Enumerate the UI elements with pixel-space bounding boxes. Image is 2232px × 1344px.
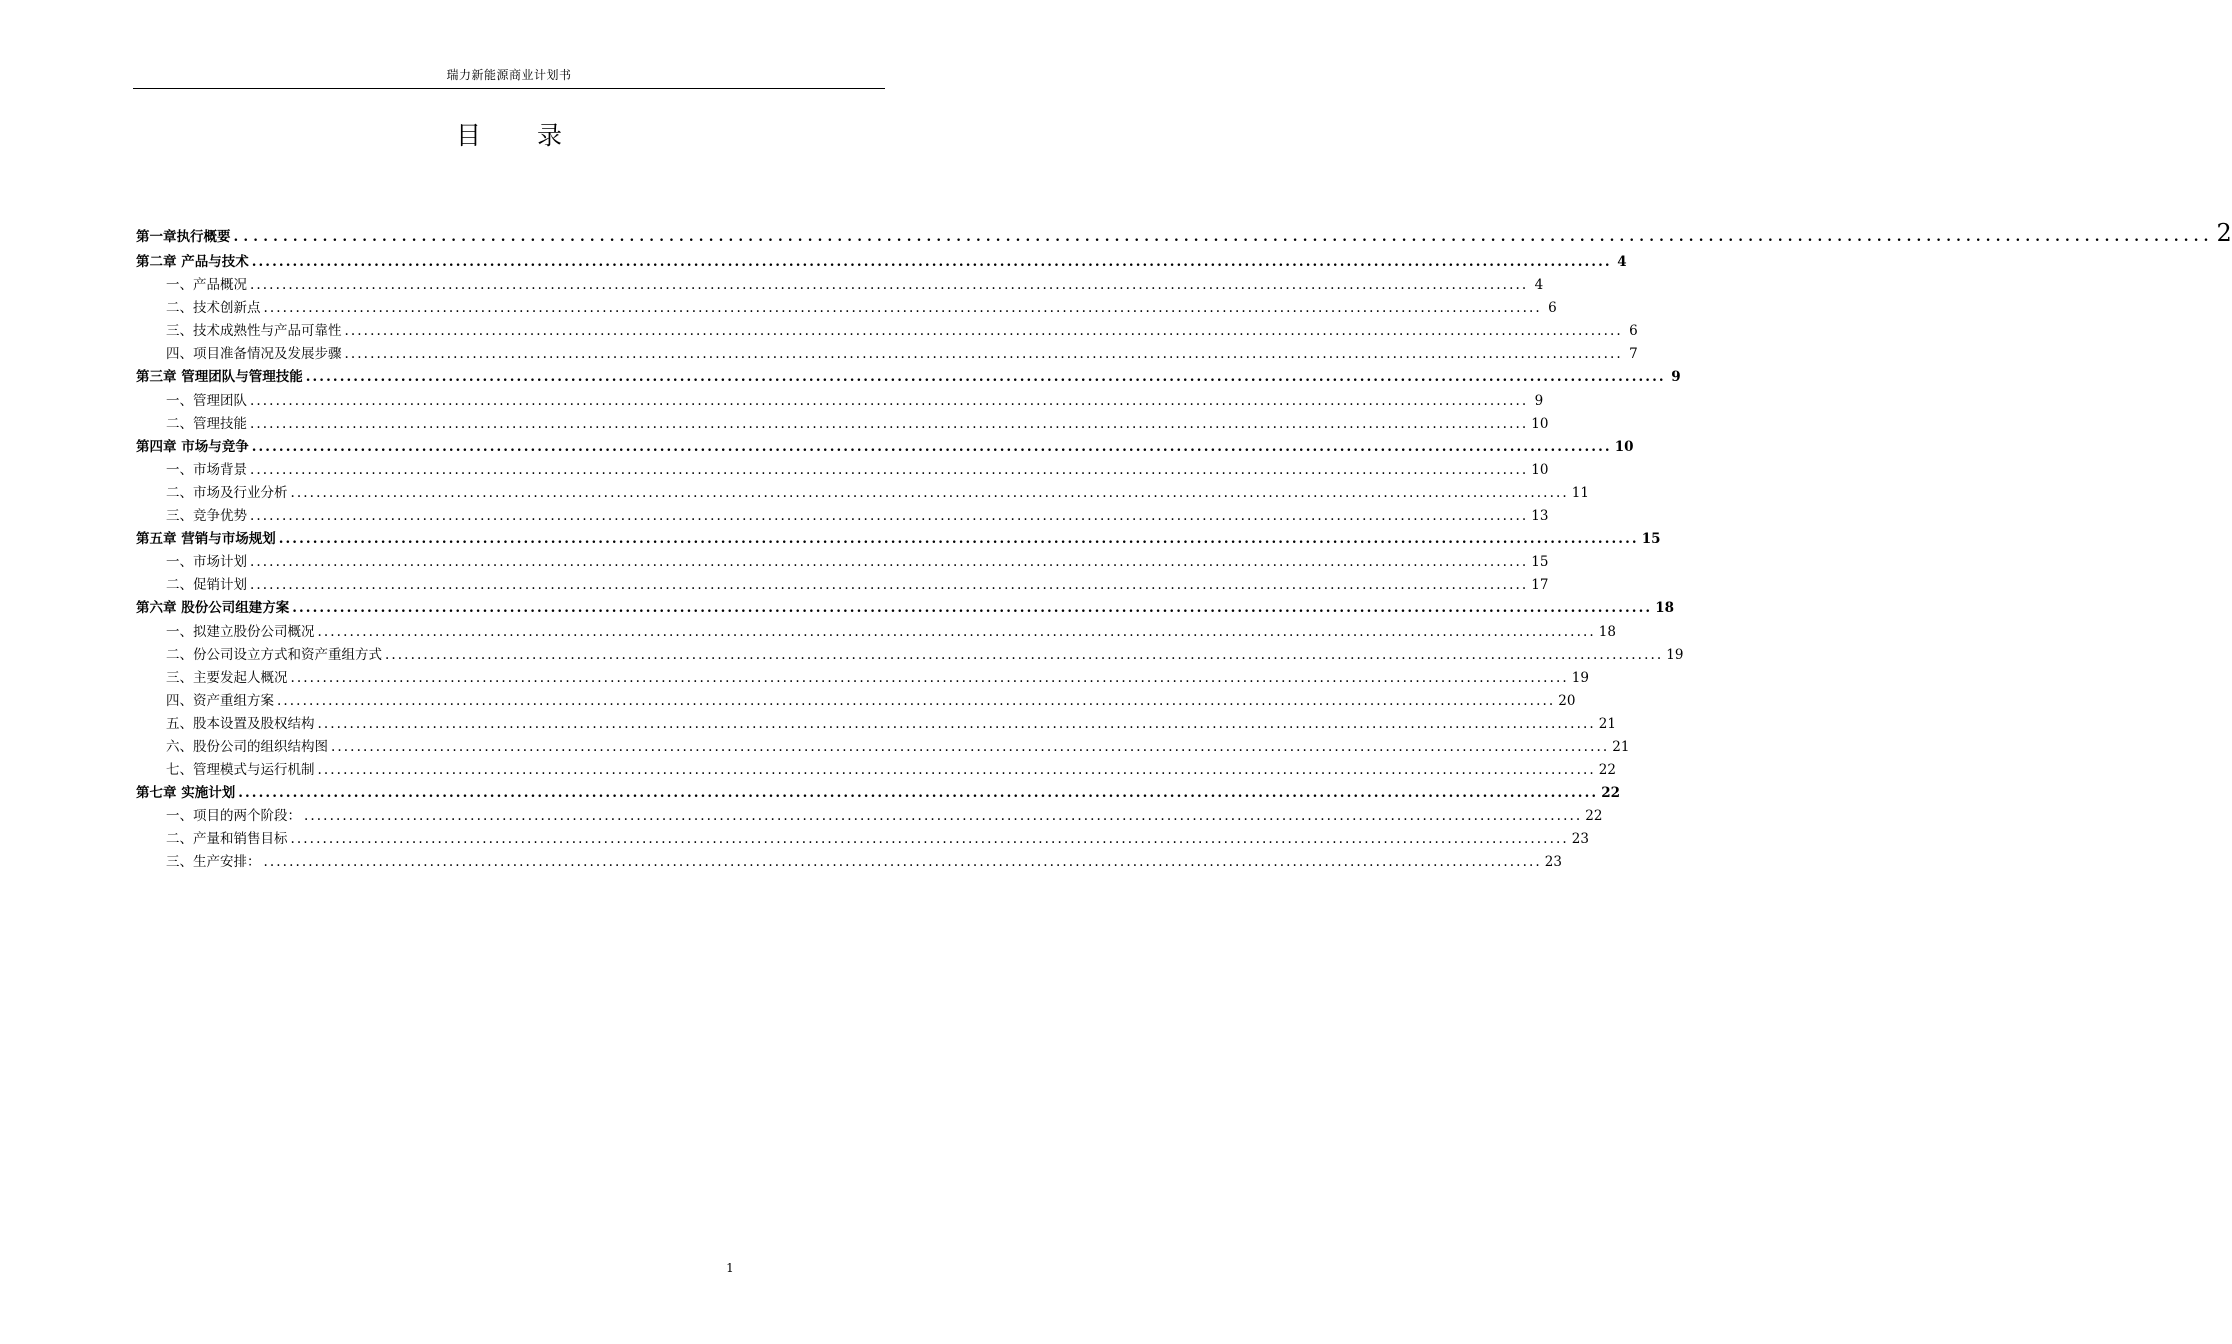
toc-dot-leader: ........................................................................................................................................................................................................ [317,623,1596,640]
toc-dot-leader: ........................................................................................................................................................................................................ [277,692,1556,709]
header-rule [133,88,885,89]
toc-entry-label: 第四章 市场与竞争 [136,438,249,455]
toc-entry-page: 18 [1655,600,1674,617]
toc-dot-leader: ........................................................................................................................................................................................................ [250,415,1529,432]
toc-entry-label: 四、项目准备情况及发展步骤 [166,346,342,363]
toc-dot-leader: ........................................................................................................................................................................................................ [263,854,1542,871]
toc-entry-label: 三、技术成熟性与产品可靠性 [166,323,342,340]
running-header: 瑞力新能源商业计划书 [446,68,572,82]
toc-dot-leader: ........................................................................................................................................................................................................ [290,831,1569,848]
toc-entry-label: 一、拟建立股份公司概况 [166,623,315,640]
toc-section-entry[interactable] [136,713,1616,736]
toc-section-entry[interactable] [136,320,1638,343]
page-number: 1 [726,1261,734,1275]
toc-entry-label: 五、股本设置及股权结构 [166,715,315,732]
toc-entry-page: 9 [1671,369,1681,386]
toc-chapter-entry[interactable] [136,528,1661,551]
toc-entry-label: 七、管理模式与运行机制 [166,762,315,779]
toc-entry-label: 一、市场计划 [166,554,247,571]
toc-dot-leader: ........................................................................................................................................................................................................ [250,461,1529,478]
toc-entry-label: 第五章 营销与市场规划 [136,531,276,548]
toc-entry-page: 4 [1617,254,1627,270]
toc-section-entry[interactable] [136,851,1562,874]
toc-entry-page: 15 [1641,531,1661,548]
toc-section-entry[interactable] [136,644,1684,667]
toc-entry-page: 21 [1612,738,1630,755]
toc-entry-page: 19 [1666,646,1684,663]
toc-dot-leader: ........................................................................................................................................................................................................ [317,762,1596,779]
toc-dot-leader: ........................................................................................................................................................................................................ [290,669,1569,686]
toc-entry-label: 第六章 股份公司组建方案 [136,600,290,617]
toc-dot-leader: ........................................................................................................................................................................................................ [251,438,1612,455]
toc-entry-page: 15 [1531,554,1549,571]
toc-chapter-entry[interactable] [136,597,1674,620]
toc-entry-page: 23 [1544,854,1562,871]
toc-dot-leader: ........................................................................................................................................................................................................ [331,738,1610,755]
toc-entry-page: 21 [1598,715,1616,732]
toc-section-entry[interactable] [136,413,1549,436]
toc-section-entry[interactable] [136,390,1544,413]
toc-dot-leader: ........................................................................................................................................................................................................ [263,300,1542,317]
toc-entry-page: 13 [1531,508,1549,525]
toc-entry-page: 4 [1534,277,1544,294]
toc-entry-label: 第七章 实施计划 [136,785,236,802]
toc-entry-label: 二、促销计划 [166,577,247,594]
toc-section-entry[interactable] [136,459,1549,482]
toc-dot-leader: ........................................................................................................................................................................................................ [304,808,1583,825]
toc-entry-page: 7 [1629,346,1638,363]
toc-entry-page: 18 [1598,623,1616,640]
toc-entry-label: 一、项目的两个阶段： [166,808,301,825]
toc-dot-leader: ........................................................................................................................................................................................................ [250,554,1529,571]
toc-entry-page: 11 [1571,484,1589,501]
toc-dot-leader: ........................................................................................................................................................................................................ [292,600,1653,617]
toc-dot-leader: ........................................................................................................................................................................................................ [238,785,1599,802]
toc-entry-label: 二、管理技能 [166,415,247,432]
toc-entry-label: 二、产量和销售目标 [166,831,288,848]
toc-entry-page: 10 [1614,438,1634,455]
toc-chapter-entry[interactable] [136,251,1627,274]
toc-section-entry[interactable] [136,297,1557,320]
toc-entry-label: 一、市场背景 [166,461,247,478]
toc-entry-label: 一、管理团队 [166,392,247,409]
toc-section-entry[interactable] [136,505,1549,528]
toc-entry-page: 19 [1571,669,1589,686]
toc-dot-leader: ........................................................................................................................................................................................................ [251,254,1612,270]
toc-entry-label: 三、生产安排： [166,854,261,871]
toc-section-entry[interactable] [136,551,1549,574]
toc-dot-leader: ........................................................................................................................................................................................................ [278,531,1639,548]
toc-entry-page: 20 [1558,692,1576,709]
toc-section-entry[interactable] [136,805,1603,828]
toc-dot-leader: ........................................................................................................................................................................................................ [250,392,1529,409]
toc-entry-page: 2 [2216,219,2232,247]
toc-dot-leader: ........................................................................................................................................................................................................ [250,577,1529,594]
toc-dot-leader: ........................................................................................................................................................................................................ [305,369,1666,386]
toc-dot-leader: ........................................................................................................................................................................................................ [233,229,2214,245]
toc-entry-label: 一、产品概况 [166,277,247,294]
toc-section-entry[interactable] [136,759,1616,782]
toc-chapter-entry[interactable] [136,436,1634,459]
toc-entry-page: 9 [1534,392,1544,409]
toc-entry-label: 第二章 产品与技术 [136,254,249,270]
toc-entry-page: 17 [1531,577,1549,594]
toc-section-entry[interactable] [136,828,1589,851]
toc-dot-leader: ........................................................................................................................................................................................................ [250,277,1529,294]
toc-entry-page: 23 [1571,831,1589,848]
toc-dot-leader: ........................................................................................................................................................................................................ [250,508,1529,525]
toc-section-entry[interactable] [136,736,1630,759]
toc-dot-leader: ........................................................................................................................................................................................................ [385,646,1664,663]
toc-dot-leader: ........................................................................................................................................................................................................ [290,484,1569,501]
toc-section-entry[interactable] [136,343,1638,366]
toc-entry-label: 二、技术创新点 [166,300,261,317]
toc-section-entry[interactable] [136,621,1616,644]
toc-entry-page: 22 [1598,762,1616,779]
toc-dot-leader: ........................................................................................................................................................................................................ [317,715,1596,732]
toc-entry-page: 10 [1531,461,1549,478]
toc-section-entry[interactable] [136,482,1589,505]
toc-entry-page: 22 [1601,785,1620,802]
toc-entry-label: 第一章执行概要 [136,229,231,245]
toc-section-entry[interactable] [136,574,1549,597]
toc-entry-label: 四、资产重组方案 [166,692,274,709]
toc-chapter-entry[interactable] [136,782,1620,805]
toc-entry-page: 6 [1629,323,1638,340]
toc-entry-label: 第三章 管理团队与管理技能 [136,369,303,386]
toc-section-entry[interactable] [136,690,1576,713]
toc-entry-page: 22 [1585,808,1603,825]
toc-entry-label: 三、竞争优势 [166,508,247,525]
toc-entry-page: 10 [1531,415,1549,432]
toc-entry-label: 六、股份公司的组织结构图 [166,738,328,755]
toc-section-entry[interactable] [136,274,1544,297]
toc-entry-label: 二、市场及行业分析 [166,484,288,501]
toc-section-entry[interactable] [136,667,1589,690]
toc-dot-leader: ........................................................................................................................................................................................................ [344,323,1623,340]
table-of-contents [136,219,2232,875]
page-title: 目 录 [456,121,586,150]
toc-entry-label: 三、主要发起人概况 [166,669,288,686]
toc-chapter-entry[interactable] [136,219,2232,247]
toc-entry-page: 6 [1548,300,1557,317]
toc-dot-leader: ........................................................................................................................................................................................................ [344,346,1623,363]
toc-entry-label: 二、份公司设立方式和资产重组方式 [166,646,382,663]
toc-chapter-entry[interactable] [136,366,1681,389]
